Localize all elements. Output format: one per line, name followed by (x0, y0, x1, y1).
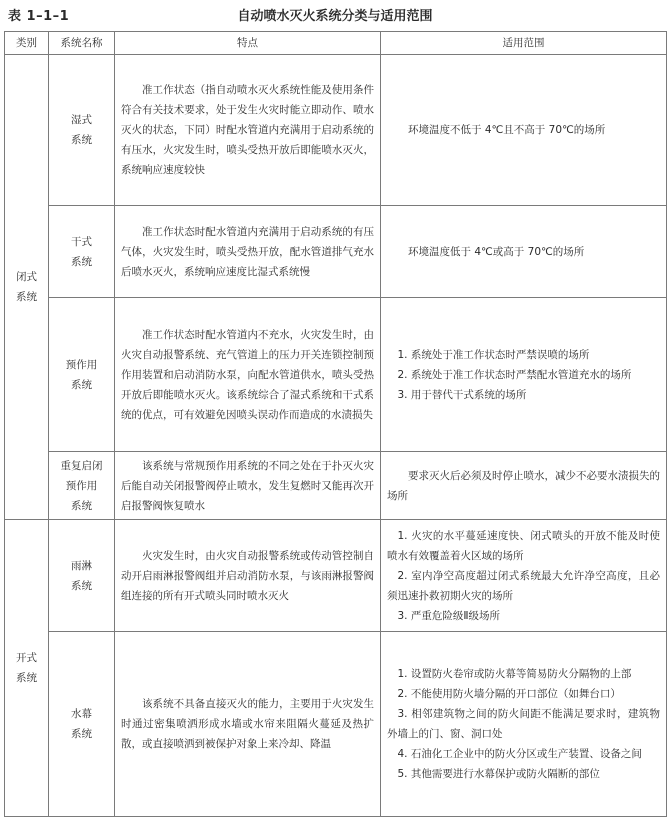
system-name-cell: 干式 系统 (49, 206, 115, 298)
scope-item: 2. 不能使用防火墙分隔的开口部位（如舞台口） (397, 688, 621, 700)
header-system-name: 系统名称 (49, 32, 115, 55)
scope-item: 2. 系统处于准工作状态时严禁配水管道充水的场所 (397, 368, 632, 381)
scope-cell: 环境温度低于 4℃或高于 70℃的场所 (381, 206, 667, 298)
feature-cell: 准工作状态时配水管道内充满用于启动系统的有压气体，火灾发生时，喷头受热开放，配水管道排气充水后喷水灭火，系统响应速度比湿式系统慢 (115, 206, 381, 298)
table-number: 表 1–1–1 (8, 9, 70, 24)
header-scope: 适用范围 (381, 32, 667, 55)
table-row (5, 206, 667, 298)
table-row (5, 55, 667, 206)
scope-cell (381, 632, 667, 817)
system-name-cell: 重复启闭 预作用 系统 (49, 452, 115, 520)
system-name-cell: 湿式 系统 (49, 55, 115, 206)
table-row (5, 452, 667, 520)
scope-item: 3. 相邻建筑物之间的防火间距不能满足要求时，建筑物外墙上的门、窗、洞口处 (387, 708, 660, 740)
scope-item: 1. 火灾的水平蔓延速度快、闭式喷头的开放不能及时使喷水有效覆盖着火区域的场所 (387, 529, 660, 562)
table-caption (0, 0, 670, 30)
header-features: 特点 (115, 32, 381, 55)
scope-cell: 要求灭火后必须及时停止喷水，减少不必要水渍损失的场所 (381, 452, 667, 520)
header-category: 类别 (5, 32, 49, 55)
system-name-cell: 雨淋 系统 (49, 520, 115, 632)
table-row (5, 632, 667, 817)
feature-cell: 火灾发生时，由火灾自动报警系统或传动管控制自动开启雨淋报警阀组并启动消防水泵，与该雨淋报警阀组连接的所有开式喷头同时喷水灭火 (115, 520, 381, 632)
table-title: 自动喷水灭火系统分类与适用范围 (237, 9, 433, 24)
scope-item: 3. 用于替代干式系统的场所 (397, 388, 527, 401)
table-row (5, 298, 667, 452)
scope-item: 1. 设置防火卷帘或防火幕等简易防火分隔物的上部 (397, 668, 632, 680)
scope-item: 3. 严重危险级Ⅱ级场所 (397, 609, 501, 622)
category-cell-closed: 闭式 系统 (5, 55, 49, 520)
category-cell-open: 开式 系统 (5, 520, 49, 817)
scope-item: 1. 系统处于准工作状态时严禁误喷的场所 (397, 348, 590, 361)
feature-cell: 准工作状态（指自动喷水灭火系统性能及使用条件符合有关技术要求，处于发生火灾时能立即动作、喷水灭火的状态，下同）时配水管道内充满用于启动系统的有压水，火灾发生时，喷头受热开放后即能喷水灭火，系统响应速度较快 (115, 55, 381, 206)
system-name-cell: 水幕 系统 (49, 632, 115, 817)
feature-cell: 该系统与常规预作用系统的不同之处在于扑灭火灾后能自动关闭报警阀停止喷水，发生复燃时又能再次开启报警阀恢复喷水 (115, 452, 381, 520)
system-name-cell: 预作用 系统 (49, 298, 115, 452)
scope-item: 4. 石油化工企业中的防火分区或生产装置、设备之间 (397, 748, 642, 760)
scope-cell: 环境温度不低于 4℃且不高于 70℃的场所 (381, 55, 667, 206)
feature-cell: 该系统不具备直接灭火的能力，主要用于火灾发生时通过密集喷洒形成水墙或水帘来阻隔火蔓延及热扩散，或直接喷洒到被保护对象上来冷却、降温 (115, 632, 381, 817)
header-row (5, 32, 667, 55)
scope-item: 5. 其他需要进行水幕保护或防火隔断的部位 (397, 768, 600, 780)
feature-cell: 准工作状态时配水管道内不充水，火灾发生时，由火灾自动报警系统、充气管道上的压力开关连锁控制预作用装置和启动消防水泵，向配水管道供水，喷头受热开放后即能喷水灭火。该系统综合了湿式系统和干式系统的优点，可有效避免因喷头误动作而造成的水渍损失 (115, 298, 381, 452)
classification-table (4, 31, 667, 817)
scope-cell (381, 298, 667, 452)
table-row (5, 520, 667, 632)
scope-item: 2. 室内净空高度超过闭式系统最大允许净空高度，且必须迅速扑救初期火灾的场所 (387, 569, 660, 602)
scope-cell (381, 520, 667, 632)
